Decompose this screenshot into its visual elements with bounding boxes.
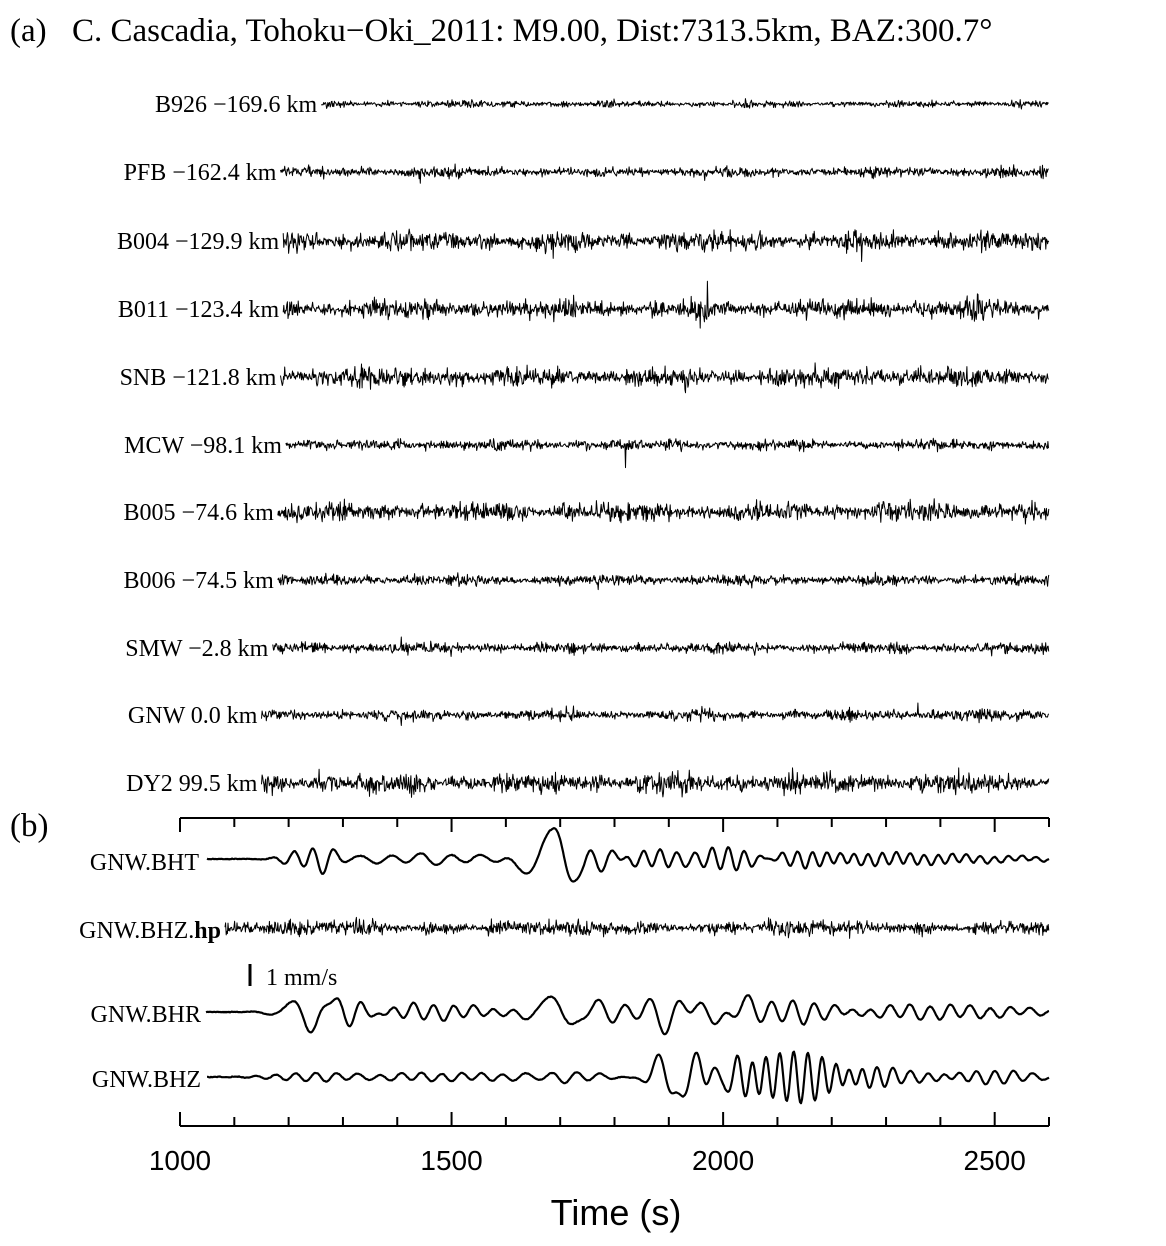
amplitude-scale-label: 1 mm/s — [266, 965, 338, 991]
trace-gnw-bhr — [206, 995, 1049, 1034]
trace-b011 — [283, 281, 1049, 328]
panel-a-traces — [262, 99, 1049, 798]
tick-label: 1000 — [148, 1145, 212, 1176]
trace-gnw — [262, 703, 1049, 726]
trace-label-gnw-bht: GNW.BHT — [89, 850, 199, 876]
trace-label-smw: SMW −2.8 km — [125, 636, 269, 662]
trace-b004 — [283, 229, 1049, 261]
trace-label-b926: B926 −169.6 km — [154, 92, 318, 118]
trace-label-snb: SNB −121.8 km — [119, 365, 277, 391]
trace-label-gnw: GNW 0.0 km — [127, 703, 258, 729]
trace-smw — [272, 637, 1048, 656]
trace-b005 — [278, 499, 1049, 524]
trace-dy2 — [262, 768, 1049, 797]
panel-a-label: (a) — [10, 13, 47, 49]
trace-label-b005: B005 −74.6 km — [123, 500, 274, 526]
trace-b006 — [278, 572, 1049, 589]
trace-label-mcw: MCW −98.1 km — [124, 433, 282, 459]
trace-label-gnw-bhz-hp-main: GNW.BHZ. — [79, 918, 195, 944]
trace-label-dy2: DY2 99.5 km — [126, 771, 258, 797]
top-time-axis — [180, 818, 1049, 832]
tick-label: 2000 — [691, 1145, 755, 1176]
bottom-time-axis — [149, 1112, 1049, 1176]
trace-label-b011: B011 −123.4 km — [117, 297, 280, 323]
trace-gnw-bhz-hp — [225, 917, 1049, 938]
trace-label-gnw-bhz: GNW.BHZ — [91, 1067, 201, 1093]
trace-gnw-bht — [207, 828, 1049, 881]
x-axis-title: Time (s) — [550, 1192, 682, 1233]
trace-label-b004: B004 −129.9 km — [116, 229, 280, 255]
tick-label: 1500 — [420, 1145, 483, 1176]
trace-label-gnw-bhz-hp — [79, 918, 221, 944]
trace-label-gnw-bhr: GNW.BHR — [90, 1002, 201, 1028]
trace-gnw-bhz — [207, 1052, 1049, 1104]
trace-mcw — [286, 438, 1049, 467]
trace-pfb — [281, 164, 1049, 183]
tick-label: 2500 — [963, 1145, 1026, 1176]
panel-b-label: (b) — [10, 808, 49, 844]
trace-label-gnw-bhz-hp-suffix: hp — [194, 918, 221, 944]
trace-b926 — [321, 99, 1048, 109]
trace-label-b006: B006 −74.5 km — [123, 568, 274, 594]
chart-title: C. Cascadia, Tohoku−Oki_2011: M9.00, Dist:7313.5km, BAZ:300.7° — [72, 13, 993, 49]
trace-snb — [281, 363, 1049, 393]
trace-label-pfb: PFB −162.4 km — [123, 160, 277, 186]
